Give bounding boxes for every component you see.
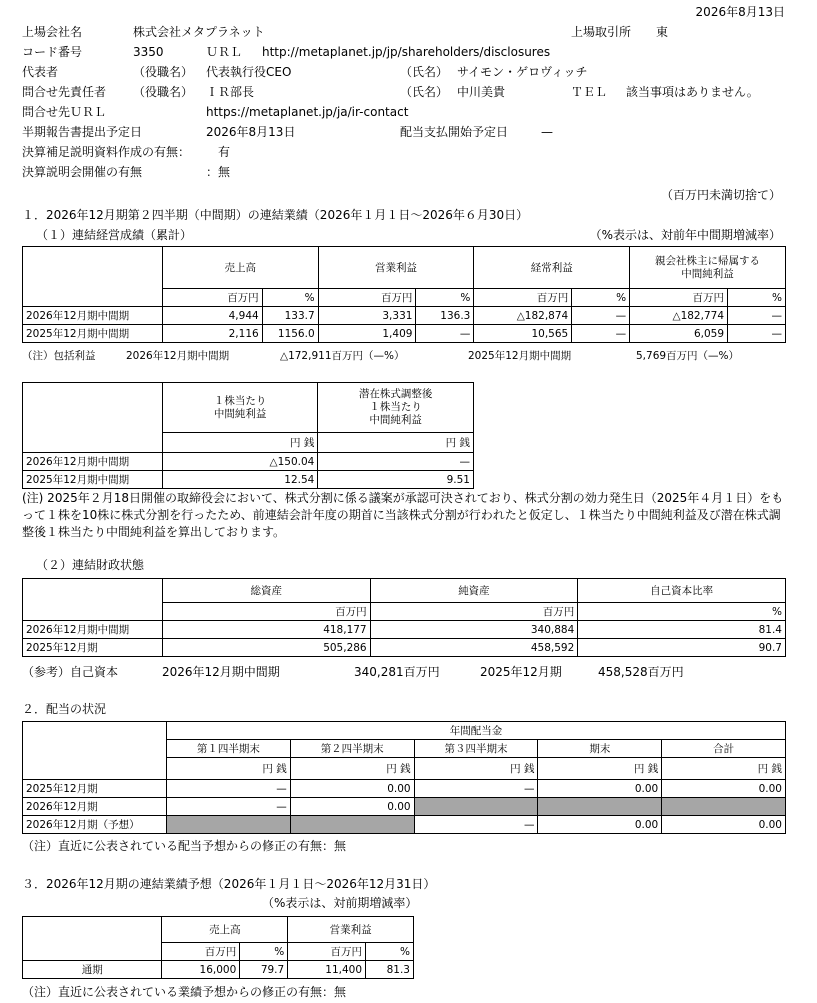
dividend-start-value: — xyxy=(541,125,553,139)
briefing-label: 決算説明会開催の有無 xyxy=(22,165,143,179)
equity-ref-period2: 2025年12月期 xyxy=(480,665,562,679)
contact-title-value: ＩＲ部長 xyxy=(206,85,255,99)
unit-cell: % xyxy=(366,943,414,961)
table-cell: △182,774 xyxy=(630,307,728,325)
header-year-end: 期末 xyxy=(538,740,662,758)
header-net-income-line1: 親会社株主に帰属する xyxy=(655,254,761,267)
unit-cell: 百万円 xyxy=(370,603,578,621)
tel-label: ＴＥＬ xyxy=(571,85,608,99)
table-row xyxy=(23,816,786,834)
section1-title: １．2026年12月期第２四半期（中間期）の連結業績（2026年１月１日～2026年６月30日） xyxy=(22,208,529,222)
header-ordinary-profit: 経常利益 xyxy=(474,247,630,289)
tel-value: 該当事項はありません。 xyxy=(626,85,759,99)
rep-title-label: （役職名） xyxy=(133,65,194,79)
table-cell: 458,592 xyxy=(370,639,578,657)
unit-cell: 円 銭 xyxy=(318,433,474,453)
sub1-pct-note: （%表示は、対前年中間期増減率） xyxy=(589,228,781,242)
table-cell-shaded xyxy=(290,816,414,834)
unit-cell: % xyxy=(728,289,786,307)
header-eps-line1: １株当たり xyxy=(213,394,267,407)
section3-title: ３．2026年12月期の連結業績予想（2026年１月１日～2026年12月31日） xyxy=(22,877,436,891)
table-cell: 133.7 xyxy=(262,307,318,325)
header-diluted-eps xyxy=(318,383,474,433)
unit-cell: 円 銭 xyxy=(662,758,786,780)
contact-label: 問合せ先責任者 xyxy=(22,85,107,99)
table-cell: 16,000 xyxy=(162,961,240,979)
table-cell: 4,944 xyxy=(162,307,262,325)
table-cell: 79.7 xyxy=(240,961,288,979)
row-label: 2026年12月期中間期 xyxy=(23,621,163,639)
unit-cell: % xyxy=(572,289,630,307)
table-cell: △150.04 xyxy=(162,453,318,471)
unit-cell: 百万円 xyxy=(474,289,572,307)
sub2-title: （２）連結財政状態 xyxy=(36,558,145,572)
dividend-revision-note: （注）直近に公表されている配当予想からの修正の有無：無 xyxy=(22,839,347,853)
unit-note: （百万円未満切捨て） xyxy=(660,188,781,202)
table-cell: — xyxy=(728,307,786,325)
table-cell-shaded xyxy=(662,798,786,816)
table-cell: — xyxy=(572,307,630,325)
table-row xyxy=(23,453,474,471)
company-label: 上場会社名 xyxy=(22,25,83,39)
table-cell: — xyxy=(572,325,630,343)
comprehensive-income-value1: △172,911百万円（—%） xyxy=(280,350,405,362)
table-cell: — xyxy=(166,780,290,798)
unit-cell: 百万円 xyxy=(162,289,262,307)
header-net-income-line2: 中間純利益 xyxy=(681,267,734,280)
row-label: 通期 xyxy=(23,961,162,979)
table-cell: 0.00 xyxy=(290,798,414,816)
forecast-table xyxy=(22,916,414,979)
equity-ref-value1: 340,281百万円 xyxy=(354,665,440,679)
eps-table xyxy=(22,382,474,489)
section3-pct-note: （%表示は、対前期増減率） xyxy=(262,896,418,910)
table-cell: 0.00 xyxy=(290,780,414,798)
unit-blank xyxy=(23,603,163,621)
table-row xyxy=(23,780,786,798)
header-net-assets: 純資産 xyxy=(370,579,578,603)
header-diluted-eps-line3: 中間純利益 xyxy=(369,414,422,426)
header-blank xyxy=(23,722,167,758)
code-value: 3350 xyxy=(133,45,164,59)
forecast-revision-note: （注）直近に公表されている業績予想からの修正の有無：無 xyxy=(22,985,347,999)
table-cell: 0.00 xyxy=(538,780,662,798)
report-date-value: 2026年8月13日 xyxy=(206,125,296,139)
supplementary-label: 決算補足説明資料作成の有無： xyxy=(22,145,191,159)
section2-title: ２．配当の状況 xyxy=(22,702,107,716)
comprehensive-income-period1: 2026年12月期中間期 xyxy=(126,350,230,362)
unit-cell: 百万円 xyxy=(288,943,366,961)
results-table xyxy=(22,246,786,343)
unit-cell: % xyxy=(578,603,786,621)
unit-cell: 円 銭 xyxy=(538,758,662,780)
contact-url-link[interactable]: https://metaplanet.jp/ja/ir-contact xyxy=(206,105,409,119)
table-cell: 6,059 xyxy=(630,325,728,343)
unit-cell: % xyxy=(240,943,288,961)
url-label: ＵＲＬ xyxy=(206,45,243,59)
document-date: 2026年8月13日 xyxy=(695,5,785,19)
header-annual-dividend: 年間配当金 xyxy=(166,722,785,740)
equity-ref-value2: 458,528百万円 xyxy=(598,665,684,679)
unit-blank xyxy=(23,943,162,961)
header-blank xyxy=(23,579,163,603)
header-forecast-sales: 売上高 xyxy=(162,917,288,943)
header-diluted-eps-line1: 潜在株式調整後 xyxy=(358,388,433,400)
table-row xyxy=(23,639,786,657)
table-cell: 10,565 xyxy=(474,325,572,343)
unit-cell: 円 銭 xyxy=(162,433,318,453)
financial-position-table xyxy=(22,578,786,657)
header-equity-ratio: 自己資本比率 xyxy=(578,579,786,603)
header-blank xyxy=(23,247,163,289)
table-cell-shaded xyxy=(414,798,538,816)
contact-url-label: 問合せ先ＵＲＬ xyxy=(22,105,107,119)
table-cell: — xyxy=(414,816,538,834)
row-label: 2026年12月期 xyxy=(23,798,167,816)
equity-ref-label: （参考）自己資本 xyxy=(22,665,119,679)
table-cell: 90.7 xyxy=(578,639,786,657)
table-cell: 418,177 xyxy=(162,621,370,639)
table-cell: 3,331 xyxy=(318,307,416,325)
code-label: コード番号 xyxy=(22,45,83,59)
comprehensive-income-period2: 2025年12月期中間期 xyxy=(468,350,572,362)
supplementary-value: 有 xyxy=(218,145,231,159)
table-cell: 136.3 xyxy=(416,307,474,325)
table-cell-shaded xyxy=(538,798,662,816)
row-label: 2025年12月期 xyxy=(23,639,163,657)
header-total: 合計 xyxy=(662,740,786,758)
rep-title-value: 代表執行役CEO xyxy=(206,65,292,79)
unit-blank xyxy=(23,289,163,307)
representative-label: 代表者 xyxy=(22,65,59,79)
table-cell: — xyxy=(166,798,290,816)
table-cell: — xyxy=(728,325,786,343)
unit-cell: 百万円 xyxy=(630,289,728,307)
comprehensive-income-value2: 5,769百万円（—%） xyxy=(636,350,740,362)
unit-cell: 百万円 xyxy=(162,943,240,961)
table-cell: 0.00 xyxy=(538,816,662,834)
table-cell: 81.3 xyxy=(366,961,414,979)
exchange-value: 東 xyxy=(656,25,669,39)
header-blank xyxy=(23,383,163,433)
row-label: 2026年12月期（予想） xyxy=(23,816,167,834)
header-eps-line2: 中間純利益 xyxy=(213,407,267,420)
unit-cell: % xyxy=(416,289,474,307)
header-diluted-eps-line2: １株当たり xyxy=(369,401,422,413)
equity-ref-period1: 2026年12月期中間期 xyxy=(162,665,280,679)
url-link[interactable]: http://metaplanet.jp/jp/shareholders/disclosures xyxy=(262,45,551,59)
contact-name-value: 中川美貴 xyxy=(457,85,506,99)
header-q1: 第１四半期末 xyxy=(166,740,290,758)
table-cell-shaded xyxy=(166,816,290,834)
contact-name-label: （氏名） xyxy=(400,85,449,99)
table-cell: 505,286 xyxy=(162,639,370,657)
briefing-value: ：無 xyxy=(206,165,231,179)
rep-name-label: （氏名） xyxy=(400,65,449,79)
contact-title-label: （役職名） xyxy=(133,85,194,99)
unit-cell: 円 銭 xyxy=(166,758,290,780)
header-eps xyxy=(162,383,318,433)
table-row xyxy=(23,471,474,489)
company-value: 株式会社メタプラネット xyxy=(133,25,265,39)
table-cell: — xyxy=(416,325,474,343)
table-cell: — xyxy=(414,780,538,798)
unit-cell: 百万円 xyxy=(162,603,370,621)
table-cell: 1156.0 xyxy=(262,325,318,343)
table-cell: 1,409 xyxy=(318,325,416,343)
table-cell: 12.54 xyxy=(162,471,318,489)
header-q3: 第３四半期末 xyxy=(414,740,538,758)
unit-blank xyxy=(23,758,167,780)
table-cell: 340,884 xyxy=(370,621,578,639)
exchange-label: 上場取引所 xyxy=(571,25,632,39)
header-net-income xyxy=(630,247,786,289)
header-total-assets: 総資産 xyxy=(162,579,370,603)
table-row xyxy=(23,621,786,639)
header-forecast-operating-profit: 営業利益 xyxy=(288,917,414,943)
table-cell: 81.4 xyxy=(578,621,786,639)
sub1-title: （１）連結経営成績（累計） xyxy=(36,228,193,242)
table-cell: 9.51 xyxy=(318,471,474,489)
rep-name-value: サイモン・ゲロヴィッチ xyxy=(457,65,588,79)
unit-cell: % xyxy=(262,289,318,307)
table-cell: 0.00 xyxy=(662,780,786,798)
header-sales: 売上高 xyxy=(162,247,318,289)
table-cell: 2,116 xyxy=(162,325,262,343)
header-blank xyxy=(23,917,162,943)
table-cell: 0.00 xyxy=(662,816,786,834)
unit-cell: 百万円 xyxy=(318,289,416,307)
unit-cell: 円 銭 xyxy=(414,758,538,780)
row-label: 2025年12月期中間期 xyxy=(23,325,163,343)
table-cell: △182,874 xyxy=(474,307,572,325)
table-row xyxy=(23,325,786,343)
table-row xyxy=(23,307,786,325)
table-row xyxy=(23,961,414,979)
row-label: 2025年12月期中間期 xyxy=(23,471,163,489)
stock-split-note: (注) 2025年２月18日開催の取締役会において、株式分割に係る議案が承認可決されており、株式分割の効力発生日（2025年４月１日）をもって１株を10株に株式分割を行ったため、前連結会計年度の期首に当該株式分割が行われたと仮定し、１株当たり中間純利益及び潜在株式調整後１株当たり中間純利益を算出しております。 xyxy=(22,491,784,539)
unit-cell: 円 銭 xyxy=(290,758,414,780)
row-label: 2026年12月期中間期 xyxy=(23,453,163,471)
header-q2: 第２四半期末 xyxy=(290,740,414,758)
row-label: 2025年12月期 xyxy=(23,780,167,798)
header-operating-profit: 営業利益 xyxy=(318,247,474,289)
dividends-table xyxy=(22,721,786,834)
table-cell: 11,400 xyxy=(288,961,366,979)
dividend-start-label: 配当支払開始予定日 xyxy=(400,125,509,139)
comprehensive-income-label: （注）包括利益 xyxy=(22,350,96,362)
table-cell: — xyxy=(318,453,474,471)
report-date-label: 半期報告書提出予定日 xyxy=(22,125,143,139)
table-row xyxy=(23,798,786,816)
row-label: 2026年12月期中間期 xyxy=(23,307,163,325)
unit-blank xyxy=(23,433,163,453)
